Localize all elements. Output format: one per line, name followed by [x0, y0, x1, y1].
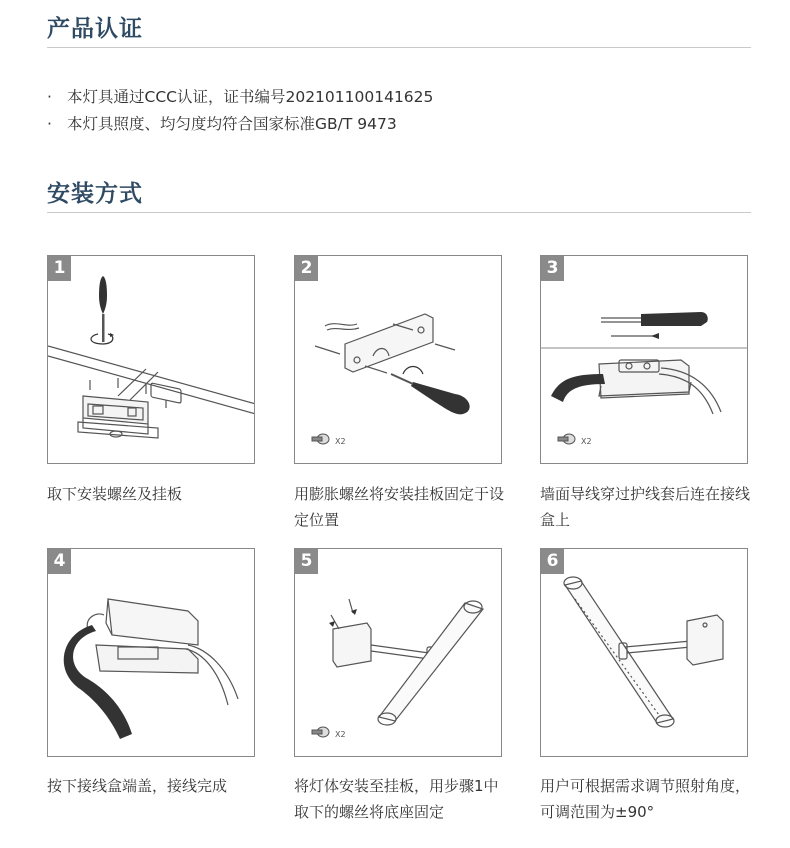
step-number-badge: 4	[48, 549, 71, 574]
step-6-illustration	[540, 548, 748, 757]
step-number-badge: 1	[48, 256, 71, 281]
step-number-badge: 3	[541, 256, 564, 281]
list-item	[47, 84, 433, 111]
step-2-illustration	[294, 255, 502, 464]
certification-item-standard: 本灯具照度、均匀度均符合国家标准GB/T 9473	[67, 115, 397, 133]
step-5-count-label: X2	[335, 730, 346, 739]
step-5-drawing	[295, 549, 502, 757]
certification-item-ccc: 本灯具通过CCC认证，证书编号202101100141625	[67, 88, 434, 106]
step-1-drawing	[48, 256, 255, 464]
step-2-drawing	[295, 256, 502, 464]
step-4-caption: 按下接线盒端盖，接线完成	[47, 777, 228, 795]
bullet-icon: ·	[47, 115, 52, 133]
step-5-illustration	[294, 548, 502, 757]
step-6-drawing	[541, 549, 748, 757]
step-2-caption: 用膨胀螺丝将安装挂板固定于设定位置	[294, 485, 505, 529]
bullet-icon: ·	[47, 88, 52, 106]
step-1-illustration	[47, 255, 255, 464]
step-4-illustration	[47, 548, 255, 757]
step-3-illustration	[540, 255, 748, 464]
step-3-drawing	[541, 256, 748, 464]
step-5-caption: 将灯体安装至挂板，用步骤1中取下的螺丝将底座固定	[294, 777, 499, 821]
step-2-count-label: X2	[335, 437, 346, 446]
list-item	[47, 111, 433, 138]
certification-divider	[47, 47, 751, 48]
step-number-badge: 6	[541, 549, 564, 574]
step-4-drawing	[48, 549, 255, 757]
step-1-caption: 取下安装螺丝及挂板	[47, 485, 183, 503]
step-3-caption: 墙面导线穿过护线套后连在接线盒上	[540, 485, 751, 529]
step-6-caption: 用户可根据需求调节照射角度，可调范围为±90°	[540, 777, 751, 821]
certification-title: 产品认证	[47, 16, 143, 42]
step-3-count-label: X2	[581, 437, 592, 446]
step-number-badge: 5	[295, 549, 318, 574]
installation-divider	[47, 212, 751, 213]
installation-title: 安装方式	[47, 181, 143, 207]
step-number-badge: 2	[295, 256, 318, 281]
certification-list	[47, 84, 433, 138]
